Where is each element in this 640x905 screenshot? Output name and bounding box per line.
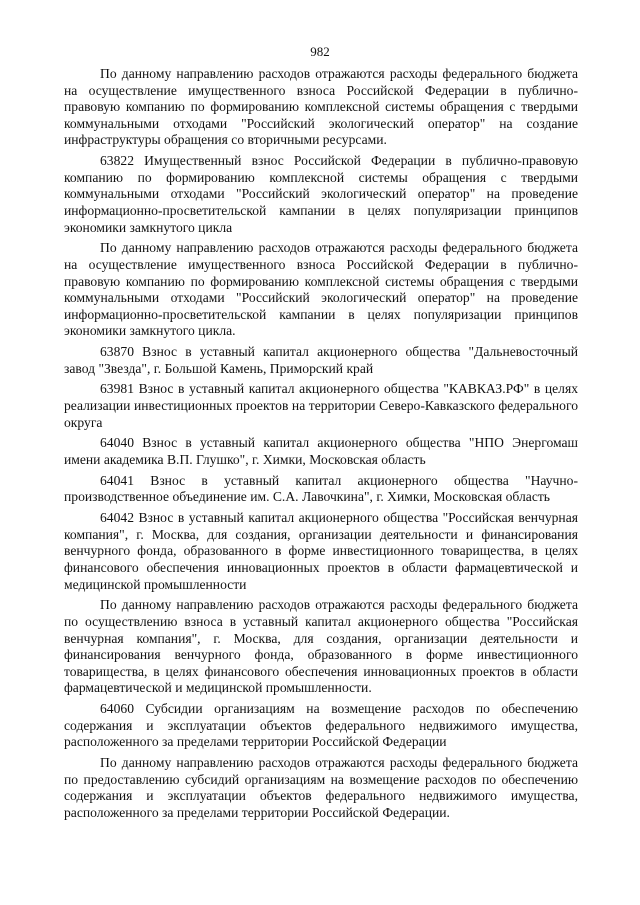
paragraph-8: 64042 Взнос в уставный капитал акционерного общества "Российская венчурная компания", г. Москва, для создания, организации деятельности и финансирования венчурного фонда, образованного в форме инвестиционного товарищества, в целях финансового обеспечения инновационных проектов в области фармацевтической и медицинской промышленности — [64, 510, 578, 592]
paragraph-10: 64060 Субсидии организациям на возмещение расходов по обеспечению содержания и эксплуатации объектов федерального недвижимого имущества, расположенного за пределами территории Российской Федерации — [64, 701, 578, 750]
paragraph-6: 64040 Взнос в уставный капитал акционерного общества "НПО Энергомаш имени академика В.П. Глушко", г. Химки, Московская область — [64, 435, 578, 467]
paragraph-2: 63822 Имущественный взнос Российской Федерации в публично-правовую компанию по формированию комплексной системы обращения с твердыми коммунальными отходами "Российский экологический оператор" на проведение информационно-просветительской кампании в целях популяризации принципов экономики замкнутого цикла — [64, 153, 578, 235]
paragraph-7: 64041 Взнос в уставный капитал акционерного общества "Научно-производственное объединение им. С.А. Лавочкина", г. Химки, Московская область — [64, 472, 578, 505]
paragraph-1: По данному направлению расходов отражаются расходы федерального бюджета на осуществление имущественного взноса Российской Федерации в публично-правовую компанию по формированию комплексной системы обращения с твердыми коммунальными отходами "Российский экологический оператор" на создание инфраструктуры обращения со вторичными ресурсами. — [64, 66, 578, 148]
page-number: 982 — [310, 44, 330, 59]
document-body — [64, 66, 578, 826]
paragraph-4: 63870 Взнос в уставный капитал акционерного общества "Дальневосточный завод "Звезда", г. Большой Камень, Приморский край — [64, 344, 578, 376]
paragraph-11: По данному направлению расходов отражаются расходы федерального бюджета по предоставлению субсидий организациям на возмещение расходов по обеспечению содержания и эксплуатации объектов федерального недвижимого имущества, расположенного за пределами территории Российской Федерации. — [64, 755, 578, 820]
paragraph-3: По данному направлению расходов отражаются расходы федерального бюджета на осуществление имущественного взноса Российской Федерации в публично-правовую компанию по формированию комплексной системы обращения с твердыми коммунальными отходами "Российский экологический оператор" на проведение информационно-просветительской кампании в целях популяризации принципов экономики замкнутого цикла. — [64, 240, 578, 339]
paragraph-5: 63981 Взнос в уставный капитал акционерного общества "КАВКАЗ.РФ" в целях реализации инвестиционных проектов на территории Северо-Кавказского федерального округа — [64, 381, 578, 430]
paragraph-9: По данному направлению расходов отражаются расходы федерального бюджета по осуществлению взноса в уставный капитал акционерного общества "Российская венчурная компания", г. Москва, для создания, организации деятельности и финансирования венчурного фонда, образованного в форме инвестиционного товарищества, в целях финансового обеспечения инновационных проектов в области фармацевтической и медицинской промышленности. — [64, 597, 578, 696]
